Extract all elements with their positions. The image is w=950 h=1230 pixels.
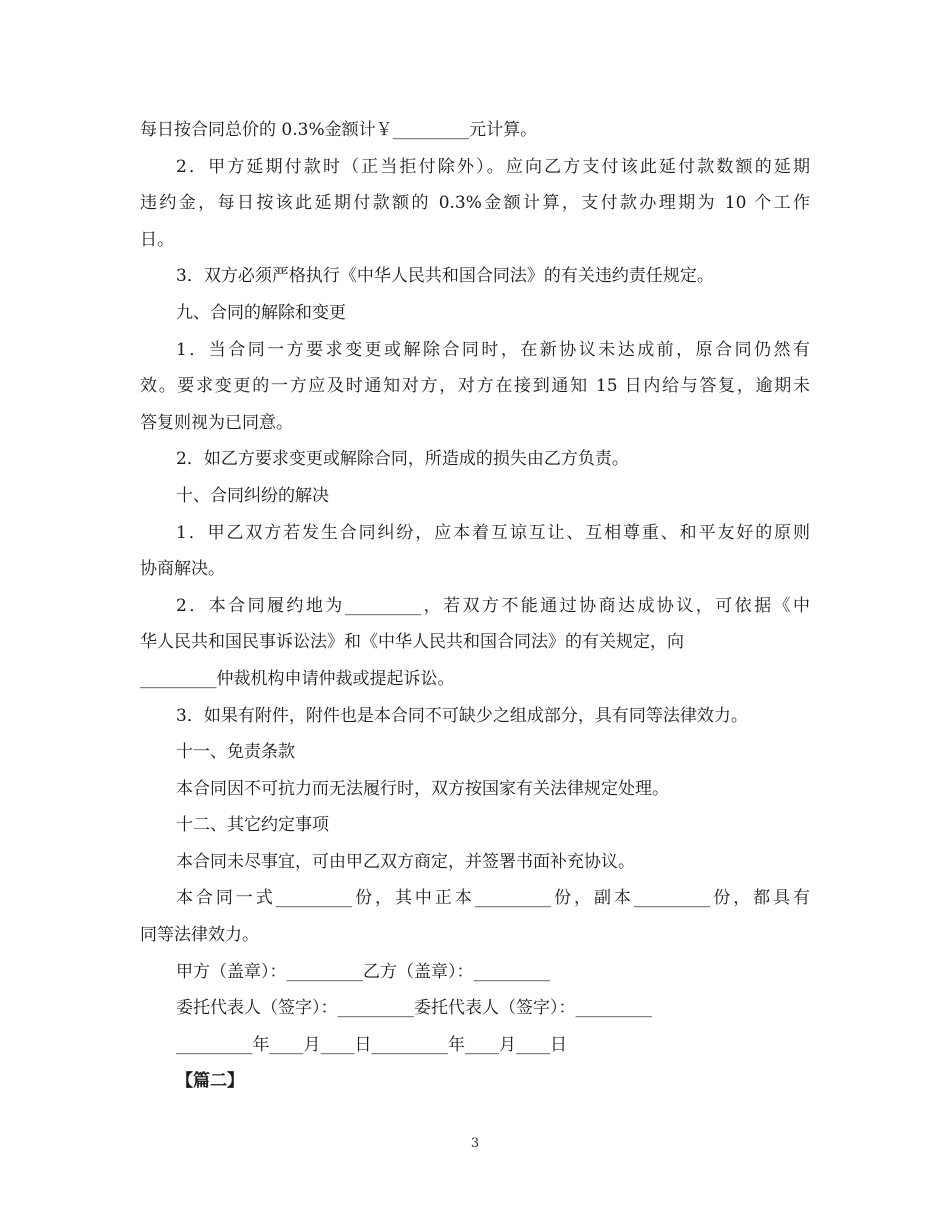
- text-line: 3．如果有附件，附件也是本合同不可缺少之组成部分，具有同等法律效力。: [176, 705, 748, 726]
- text-line: 2．本合同履约地为_________，若双方不能通过协商达成协议，可依据《中: [176, 595, 810, 616]
- section-heading: 九、合同的解除和变更: [176, 302, 346, 323]
- text-line: 本合同未尽事宜，可由甲乙双方商定，并签署书面补充协议。: [176, 851, 635, 872]
- signature-line: 甲方（盖章）：_________乙方（盖章）：_________: [176, 961, 550, 982]
- text-line: 协商解决。: [140, 559, 225, 580]
- signature-line: 委托代表人（签字）：_________委托代表人（签字）：_________: [176, 998, 652, 1019]
- section-heading: 十、合同纠纷的解决: [176, 485, 329, 506]
- date-line: _________年____月____日_________年____月____日: [176, 1034, 567, 1055]
- text-line: 3．双方必须严格执行《中华人民共和国合同法》的有关违约责任规定。: [176, 266, 714, 287]
- document-body: [140, 112, 810, 1100]
- text-line: 本合同因不可抗力而无法履行时，双方按国家有关法律规定处理。: [176, 778, 669, 799]
- section-heading: 【篇二】: [176, 1071, 244, 1092]
- text-line: 华人民共和国民事诉讼法》和《中华人民共和国合同法》的有关规定，向: [140, 632, 684, 653]
- text-line: 日。: [140, 229, 174, 250]
- page-number: 3: [470, 1136, 480, 1151]
- section-heading: 十二、其它约定事项: [176, 815, 329, 836]
- text-line: 答复则视为已同意。: [140, 412, 293, 433]
- text-line: 1．当合同一方要求变更或解除合同时，在新协议未达成前，原合同仍然有: [176, 339, 810, 360]
- section-heading: 十一、免责条款: [176, 742, 295, 763]
- text-line: 2．甲方延期付款时（正当拒付除外）。应向乙方支付该此延付款数额的延期: [176, 156, 810, 177]
- text-line: 本合同一式_________份，其中正本_________份，副本_________份，都具有: [176, 888, 810, 909]
- text-line: _________仲裁机构申请仲裁或提起诉讼。: [140, 668, 455, 689]
- text-line: 每日按合同总价的 0.3%金额计￥_________元计算。: [140, 120, 538, 140]
- text-line: 效。要求变更的一方应及时通知对方，对方在接到通知 15 日内给与答复，逾期未: [140, 376, 810, 397]
- text-line: 1．甲乙双方若发生合同纠纷，应本着互谅互让、互相尊重、和平友好的原则: [176, 522, 810, 543]
- text-line: 2．如乙方要求变更或解除合同，所造成的损失由乙方负责。: [176, 449, 629, 470]
- text-line: 同等法律效力。: [140, 925, 259, 946]
- text-line: 违约金，每日按该此延期付款额的 0.3%金额计算，支付款办理期为 10 个工作: [140, 193, 810, 214]
